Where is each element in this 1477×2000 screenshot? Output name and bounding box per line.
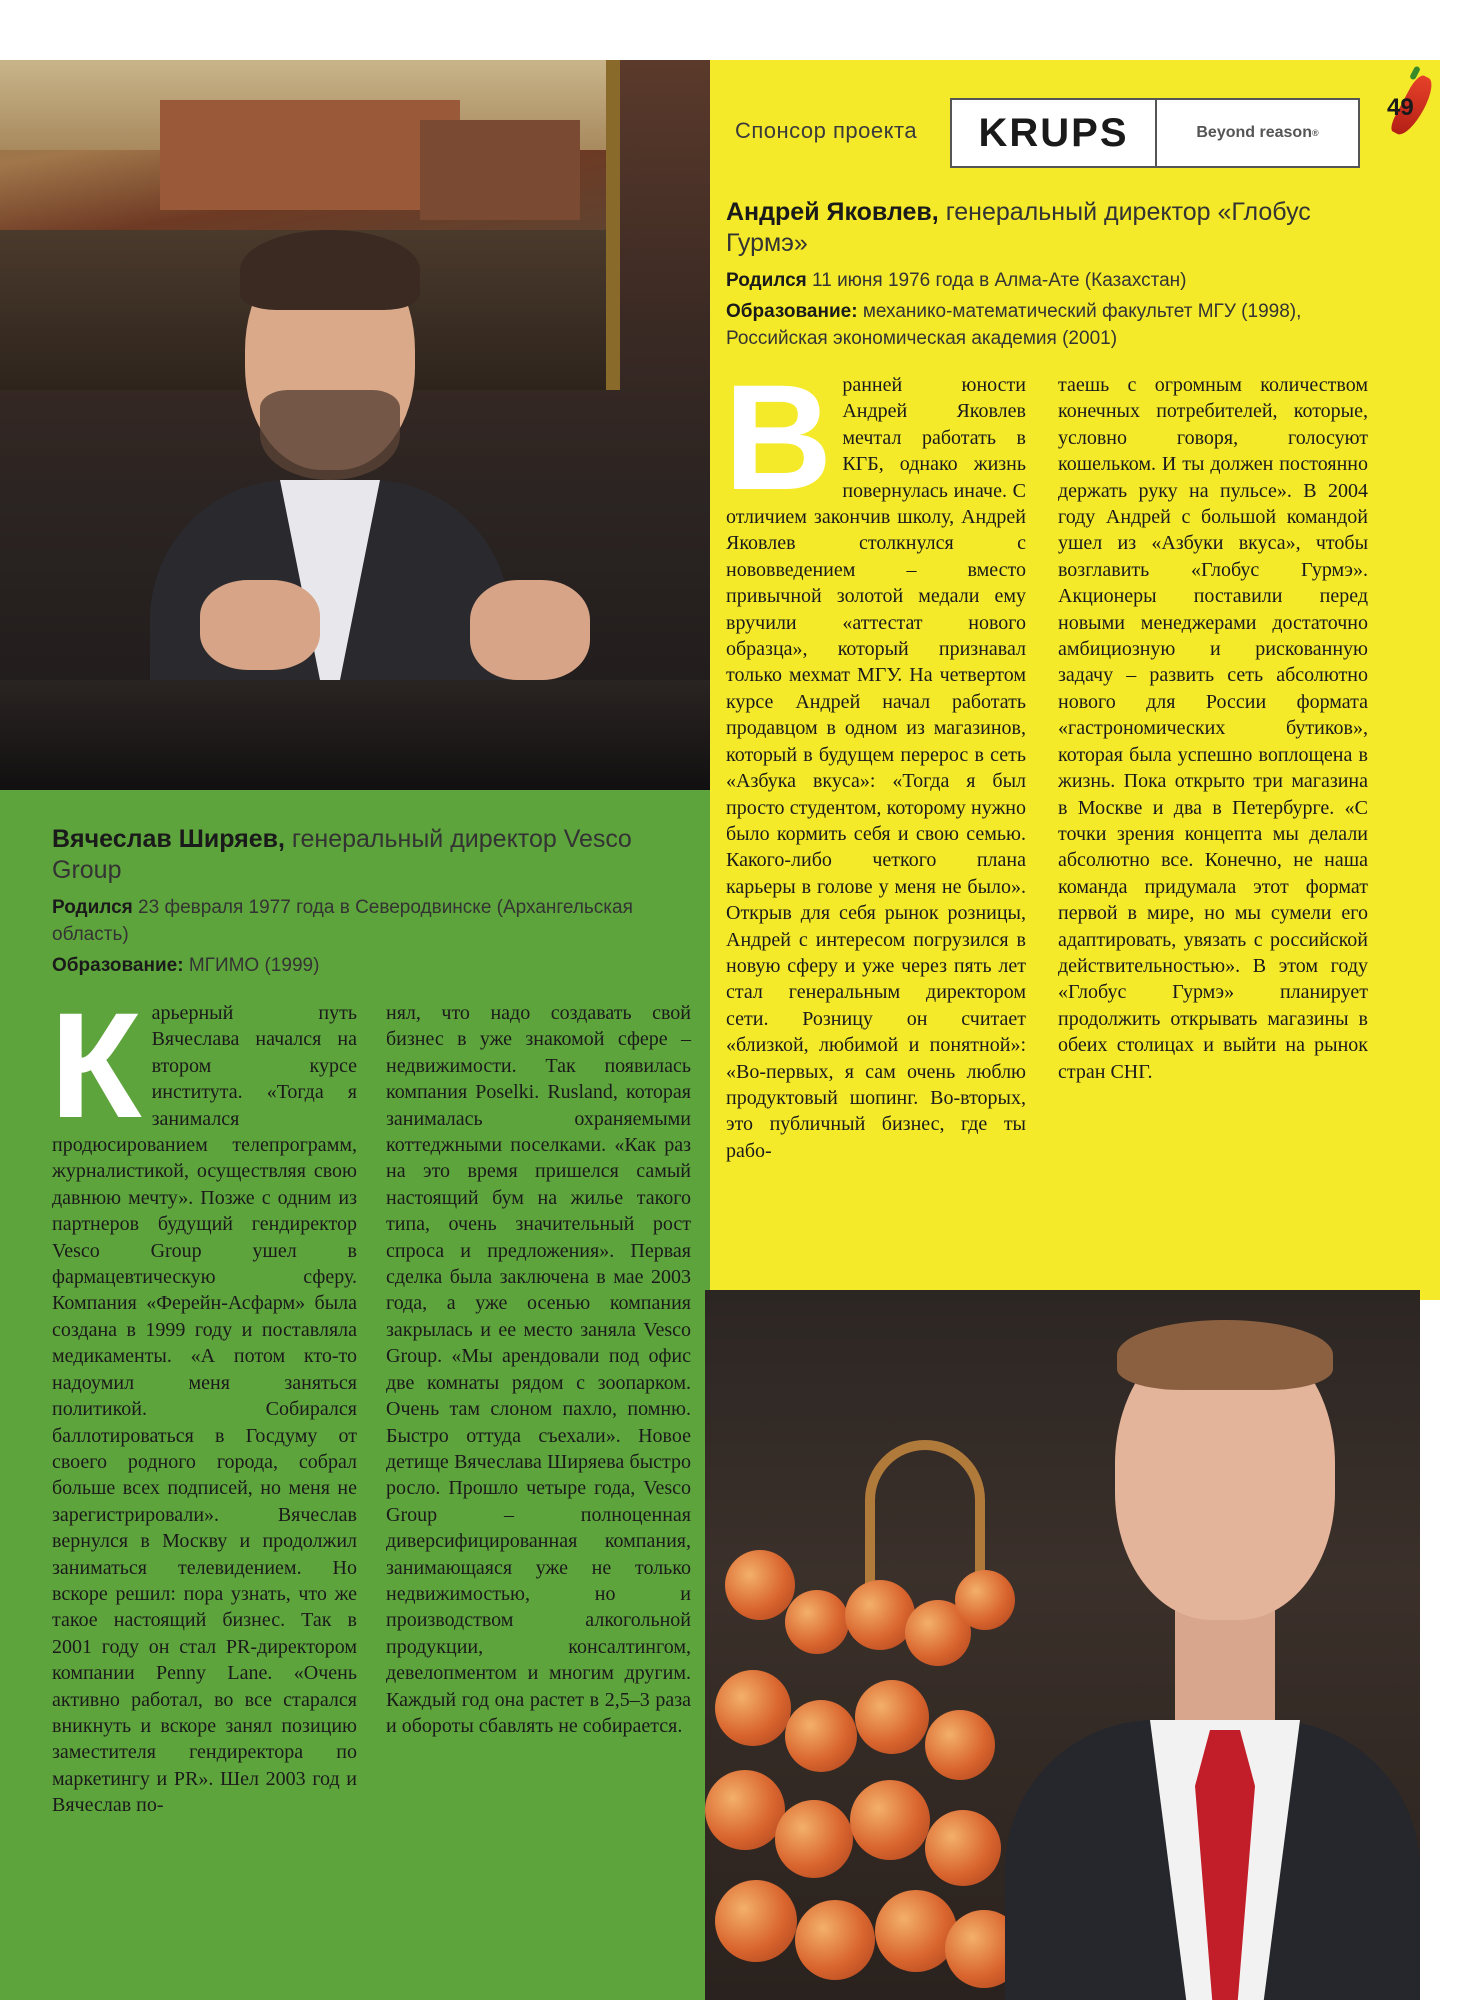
glass-table [0,680,710,790]
profile-andrey-yakovlev [726,197,1366,352]
profile-name-line [726,197,1366,259]
sponsor-logo-box [950,98,1360,168]
profile-education: Образование: МГИМО (1999) [52,955,320,976]
sponsor-label: Спонсор проекта [735,118,918,143]
profile-name-line [52,824,692,886]
profile-title: генеральный директор «Глобус Гурмэ» [726,198,1311,257]
article-yakovlev-column-1: Вранней юности Андрей Яковлев мечтал работать в КГБ, однако жизнь повернулась иначе. С отличием закончив школу, Андрей Яковлев столкнулся с нововведением – вместо привычной золотой медали ему вручили «аттестат нового образца», который признавал только мехмат МГУ. На четвертом курсе Андрей начал работать продавцом в одном из магазинов, который в будущем перерос в сеть «Азбука вкуса»: «Тогда я был просто студентом, которому нужно было кормить себя и свою семью. Какого-либо четкого плана карьеры в голове у меня не было». Открыв для себя рынок розницы, Андрей с интересом погрузился в новую сферу и уже через пять лет стал генеральным директором сети. Розницу он считает «близкой, любимой и понятной»: «Во-первых, я сам очень люблю продуктовый шопинг. Во-вторых, это публичный бизнес, где ты рабо- [724,353,1026,1162]
profile-education: Образование: механико-математический факультет МГУ (1998), Российская экономическая академия (2001) [726,301,1302,349]
article-shiryaev-column-1: Карьерный путь Вячеслава начался на втором курсе института. «Тогда я занимался продюсированием телепрограмм, журналистикой, осуществляя свою давнюю мечту». Позже с одним из партнеров будущий гендиректор Vesco Group ушел в фармацевтическую сферу. Компания «Ферейн-Асфарм» была создана в 1999 году и поставляла медикаменты. «А потом кто-то надоумил меня заняться политикой. Собирался баллотироваться в Госдуму от своего родного города, собрал больше всех подписей, но меня не зарегистрировали». Вячеслав вернулся в Москву и продолжил заниматься телевидением. Но вскоре решил: пора узнать, что же такое настоящий бизнес. Так в 2001 году он стал PR-директором компании Penny Lane. «Очень активно работал, во все старался вникнуть и вскоре занял позицию заместителя гендиректора по маркетингу и PR». Шел 2003 год и Вячеслав по- [50,981,357,1817]
page-number: 49 [1387,94,1414,121]
dropcap: К [50,981,142,1149]
profile-name: Андрей Яковлев, [726,198,939,226]
photo-vyacheslav-shiryaev [0,60,710,790]
profile-title: генеральный директор Vesco Group [52,825,632,884]
article-shiryaev-column-2: нял, что надо создавать свой бизнес в уже знакомой сфере – недвижимости. Так появилась компания Poselki. Rusland, которая занималась охраняемыми коттеджными поселками. «Как раз на это время пришелся самый настоящий бум на жилье такого типа, очень значительный рост спроса и предложения». Первая сделка была заключена в мае 2003 года, а уже осенью компания закрылась и ее место заняла Vesco Group. «Мы арендовали под офис две комнаты рядом с зоопарком. Очень там слоном пахло, помню. Быстро оттуда съехали». Новое детище Вячеслава Ширяева быстро росло. Прошло четыре года, Vesco Group – полноценная диверсифицированная компания, занимающаяся уже не только недвижимостью, но и производством алкогольной продукции, консалтингом, девелопментом и многим другим. Каждый год она растет в 2,5–3 раза и обороты сбавлять не собирается. [386,1002,691,1737]
photo-andrey-yakovlev [705,1290,1420,2000]
article-yakovlev-column-2: таешь с огромным количеством конечных потребителей, которые, условно говоря, голосуют кошельком. И ты должен постоянно держать руку на пульсе». В 2004 году Андрей с большой командой ушел из «Азбуки вкуса», чтобы возглавить «Глобус Гурмэ». Акционеры поставили перед новыми менеджерами достаточно амбициозную и рискованную задачу – развить сеть абсолютно нового для России формата «гастрономических бутиков», которая была успешно воплощена в жизнь. Пока открыто три магазина в Москве и два в Петербурге. «С точки зрения концепта мы делали абсолютно все. Конечно, не наша команда придумала этот формат первой в мире, но мы сумели его адаптировать, увязать с российской действительностью». В этом году «Глобус Гурмэ» планирует продолжить открывать магазины в обеих столицах и выйти на рынок стран СНГ. [1058,374,1368,1083]
profile-born: Родился 11 июня 1976 года в Алма-Ате (Казахстан) [726,270,1187,291]
page-margin-right [1440,60,1477,2000]
profile-name: Вячеслав Ширяев, [52,825,285,853]
krups-logo: KRUPS [952,100,1157,166]
portrait-figure [1005,1320,1420,2000]
page-margin-top [0,0,1477,60]
sponsor-tagline: Beyond reason ® [1196,124,1319,141]
profile-born: Родился 23 февраля 1977 года в Северодвинске (Архангельская область) [52,897,633,945]
dropcap: В [724,353,833,521]
profile-vyacheslav-shiryaev [52,824,692,979]
